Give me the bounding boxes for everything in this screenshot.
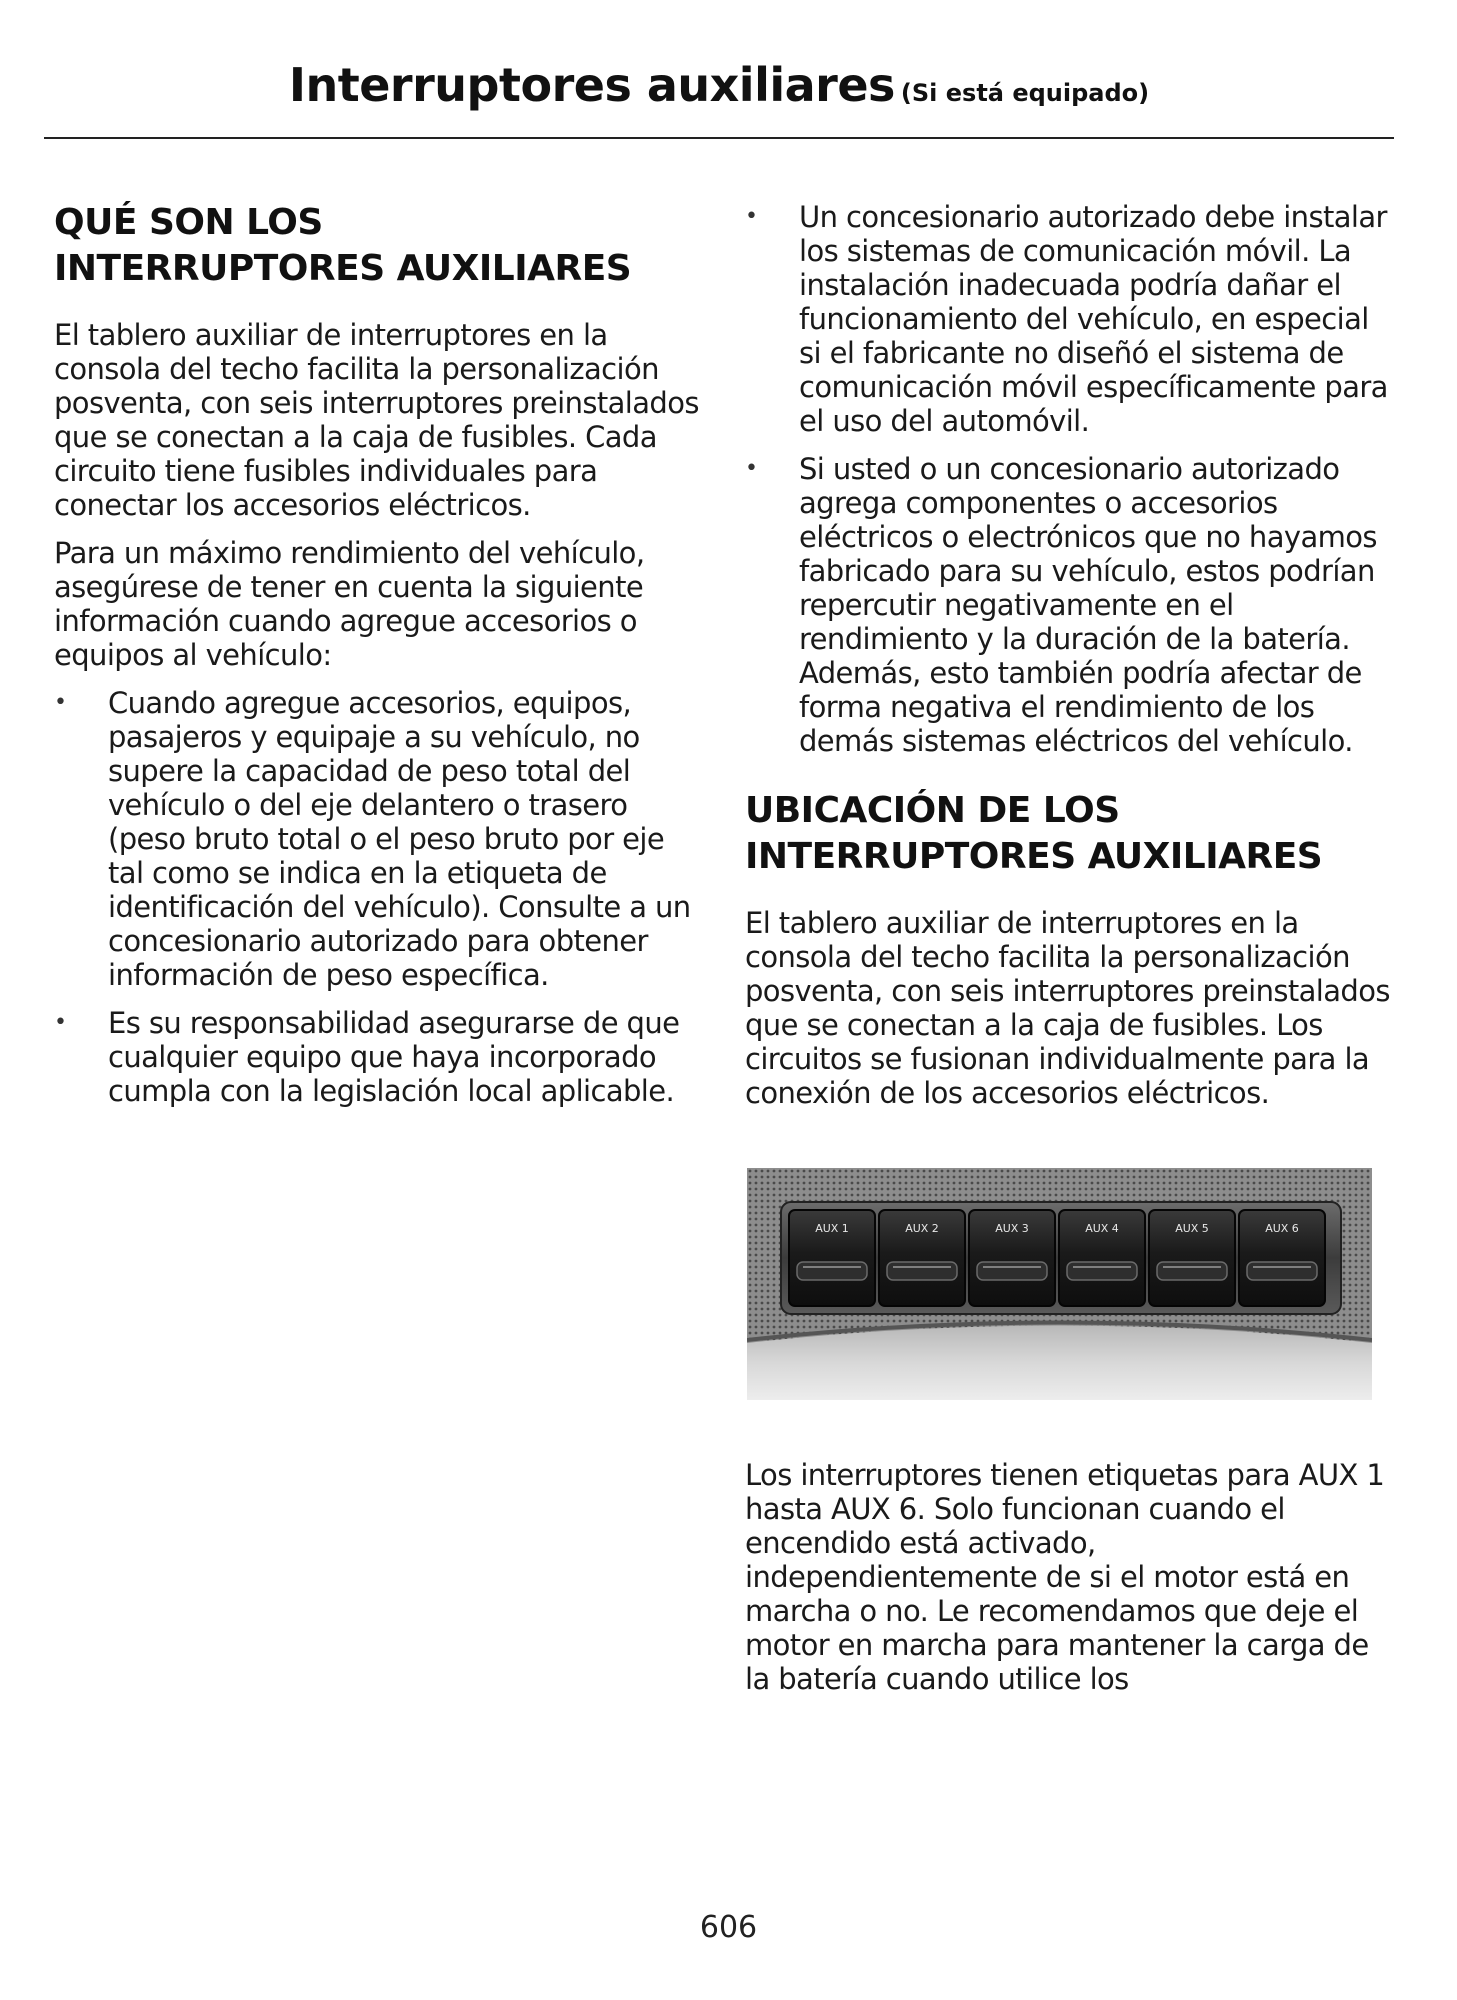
aux-switch-label: AUX 5: [1175, 1222, 1209, 1235]
location-paragraph: El tablero auxiliar de interruptores en la consola del techo facilita la personalización posventa, con seis interruptores preinstalados que se conectan a la caja de fusibles. Los circuitos se fusionan individualmente para la conexión de los accesorios eléctricos.: [745, 906, 1390, 1110]
section-title-what-are: [54, 200, 699, 292]
performance-paragraph: Para un máximo rendimiento del vehículo, asegúrese de tener en cuenta la siguiente información cuando agregue accesorios o equipos al vehículo:: [54, 536, 645, 672]
aux-switch-ridge: [1067, 1262, 1137, 1280]
intro-paragraph: El tablero auxiliar de interruptores en la consola del techo facilita la personalización posventa, con seis interruptores preinstalados que se conectan a la caja de fusibles. Cada circuito tiene fusibles individuales para conectar los accesorios eléctricos.: [54, 318, 699, 522]
aux-switch-panel-image: [747, 1168, 1372, 1400]
aux-switch: [789, 1210, 875, 1306]
aux-switch-panel-figure: [747, 1168, 1372, 1400]
right-bullet-list: [745, 200, 1390, 758]
console-lower-lens: [747, 1326, 1372, 1401]
header-divider: [44, 137, 1394, 139]
aux-switch-ridge: [1247, 1262, 1317, 1280]
aux-switch-ridge: [887, 1262, 957, 1280]
aux-switch: [879, 1210, 965, 1306]
aux-switch-label: AUX 6: [1265, 1222, 1299, 1235]
aux-switch: [1239, 1210, 1325, 1306]
section-title-line2: INTERRUPTORES AUXILIARES: [54, 248, 632, 289]
bullet-icon: •: [54, 690, 67, 715]
section-title-line1: UBICACIÓN DE LOS: [745, 790, 1120, 831]
aux-switch-ridge: [797, 1262, 867, 1280]
bullet-icon: •: [745, 204, 758, 229]
bullet-text: Un concesionario autorizado debe instalar los sistemas de comunicación móvil. La instalación inadecuada podría dañar el funcionamiento del vehículo, en especial si el fabricante no diseñó el sistema de comunicación móvil específicamente para el uso del automóvil.: [799, 200, 1388, 438]
bullet-icon: •: [54, 1010, 67, 1035]
aux-switch-label: AUX 2: [905, 1222, 939, 1235]
aux-switch: [1149, 1210, 1235, 1306]
aux-switch-ridge: [1157, 1262, 1227, 1280]
page-header: [44, 58, 1394, 112]
aux-switch-ridge: [977, 1262, 1047, 1280]
bullet-text: Es su responsabilidad asegurarse de que cualquier equipo que haya incorporado cumpla con la legislación local aplicable.: [108, 1006, 680, 1108]
bullet-icon: •: [745, 456, 758, 481]
list-item: [54, 686, 699, 992]
aux-switch-label: AUX 4: [1085, 1222, 1119, 1235]
list-item: [745, 200, 1390, 438]
section-title-line2: INTERRUPTORES AUXILIARES: [745, 836, 1323, 877]
bullet-text: Si usted o un concesionario autorizado agrega componentes o accesorios eléctricos o electrónicos que no hayamos fabricado para su vehículo, estos podrían repercutir negativamente en el rendimiento y la duración de la batería. Además, esto también podría afectar de forma negativa el rendimiento de los demás sistemas eléctricos del vehículo.: [799, 452, 1377, 758]
aux-switch: [969, 1210, 1055, 1306]
section-title-location: [745, 788, 1390, 880]
bullet-text: Cuando agregue accesorios, equipos, pasajeros y equipaje a su vehículo, no supere la capacidad de peso total del vehículo o del eje delantero o trasero (peso bruto total o el peso bruto por eje tal como se indica en la etiqueta de identificación del vehículo). Consulte a un concesionario autorizado para obtener información de peso específica.: [108, 686, 691, 992]
left-column: [54, 200, 699, 1122]
aux-switch: [1059, 1210, 1145, 1306]
right-column: [745, 200, 1390, 1710]
list-item: [54, 1006, 699, 1108]
section-title-line1: QUÉ SON LOS: [54, 202, 323, 243]
list-item: [745, 452, 1390, 758]
switch-label-paragraph: Los interruptores tienen etiquetas para AUX 1 hasta AUX 6. Solo funcionan cuando el encendido está activado, independientemente de si el motor está en marcha o no. Le recomendamos que deje el motor en marcha para mantener la carga de la batería cuando utilice los: [745, 1458, 1385, 1696]
page-title: Interruptores auxiliares: [288, 58, 895, 112]
aux-switch-label: AUX 1: [815, 1222, 849, 1235]
left-bullet-list: [54, 686, 699, 1108]
aux-switch-label: AUX 3: [995, 1222, 1029, 1235]
page-subtitle: (Si está equipado): [900, 79, 1150, 107]
page-number: 606: [699, 1910, 758, 1945]
